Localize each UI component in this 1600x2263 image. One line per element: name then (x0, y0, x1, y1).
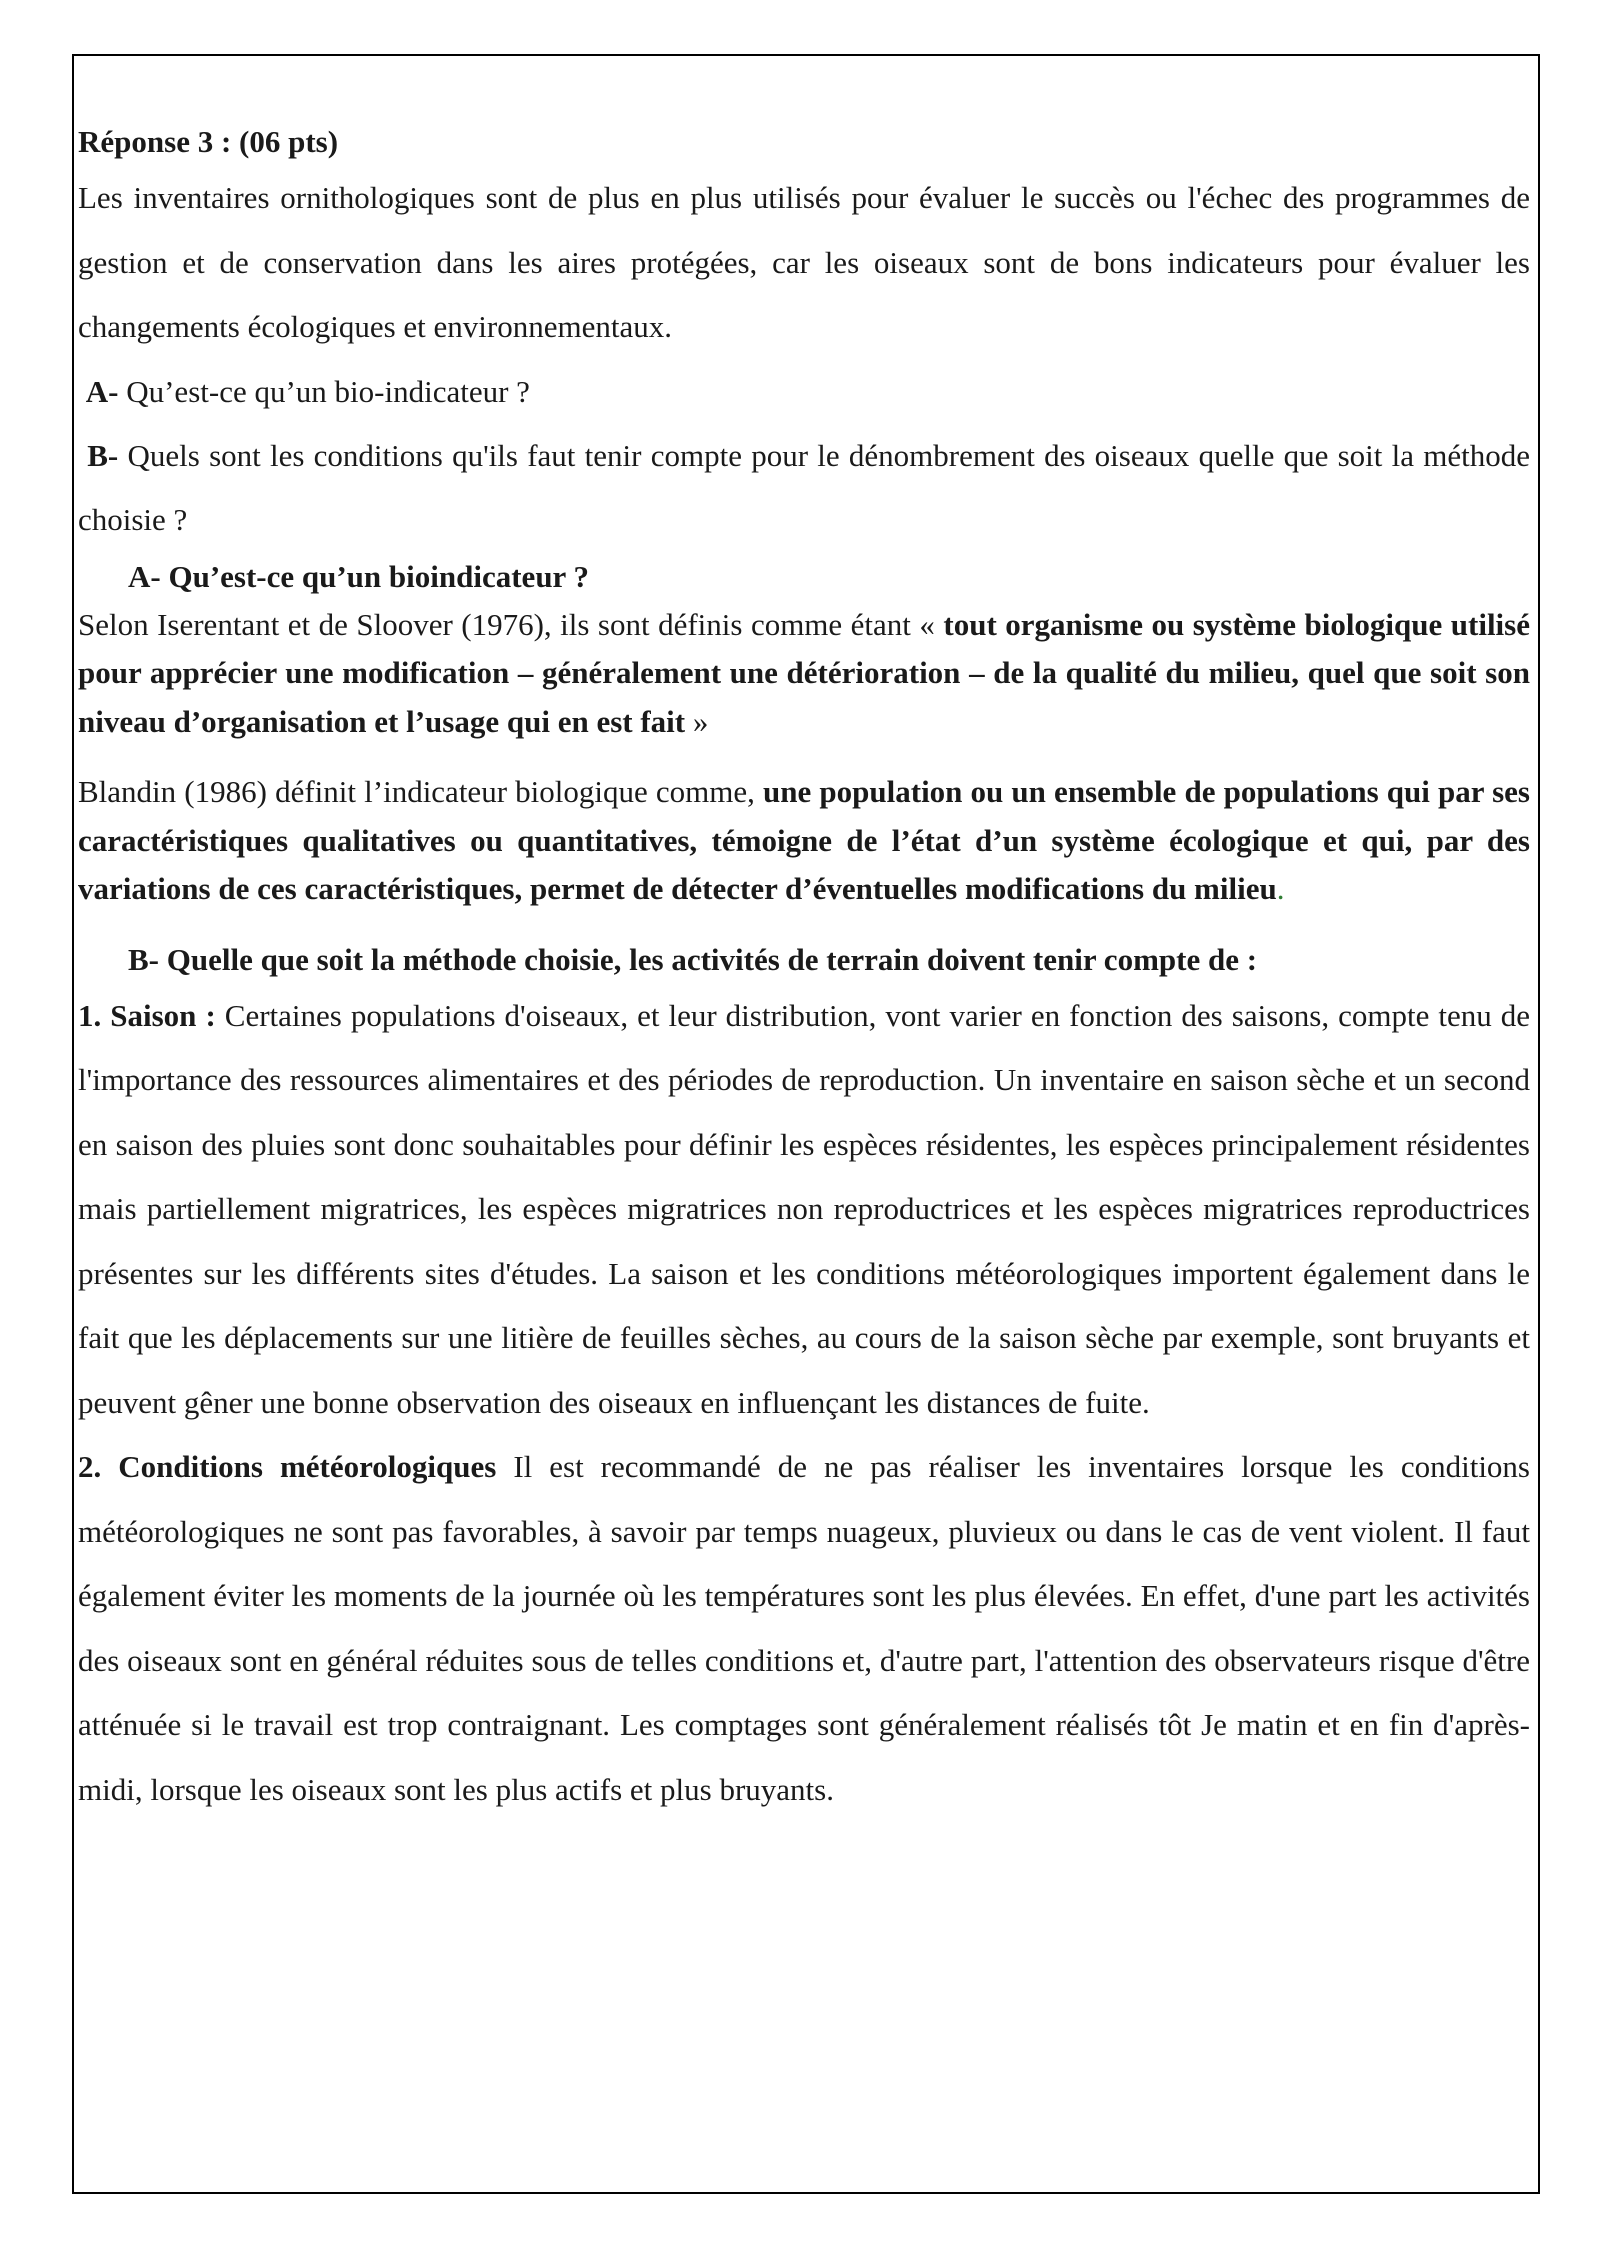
definition-1-lead: Selon Iserentant et de Sloover (1976), ils sont définis comme étant « (78, 606, 944, 642)
question-b-label: B- (87, 437, 119, 473)
definition-2-tail: . (1276, 871, 1285, 906)
question-a-text: Qu’est-ce qu’un bio-indicateur ? (118, 373, 530, 409)
question-b-text: Quels sont les conditions qu'ils faut tenir compte pour le dénombrement des oiseaux quelle que soit la méthode choisie ? (78, 437, 1530, 537)
answer-a-definition-2 (78, 768, 1530, 914)
intro-paragraph: Les inventaires ornithologiques sont de plus en plus utilisés pour évaluer le succès ou l'échec des programmes de gestion et de conservation dans les aires protégées, car les oiseaux sont de bons indicateurs pour évaluer les changements écologiques et environnementaux. (78, 180, 1530, 344)
item-season-text: Certaines populations d'oiseaux, et leur distribution, vont varier en fonction des saisons, compte tenu de l'importance des ressources alimentaires et des périodes de reproduction. Un inventaire en saison sèche et un second en saison des pluies sont donc souhaitables pour définir les espèces résidentes, les espèces principalement résidentes mais partiellement migratrices, les espèces migratrices non reproductrices et les espèces migratrices reproductrices présentes sur les différents sites d'études. La saison et les conditions météorologiques importent également dans le fait que les déplacements sur une litière de feuilles sèches, au cours de la saison sèche par exemple, sont bruyants et peuvent gêner une bonne observation des oiseaux en influençant les distances de fuite. (78, 997, 1530, 1420)
item-season-label: 1. Saison : (78, 997, 216, 1033)
definition-1-bold: tout organisme ou système biologique utilisé pour apprécier une modification – généralement une détérioration – de la qualité du milieu, quel que soit son niveau d’organisation et l’usage qui en est fait (78, 606, 1530, 739)
answer-a-heading: A- Qu’est-ce qu’un bioindicateur ? (128, 558, 590, 594)
question-a-label: A- (85, 373, 119, 409)
definition-2-lead: Blandin (1986) définit l’indicateur biologique comme, (78, 774, 764, 809)
item-weather-text: Il est recommandé de ne pas réaliser les inventaires lorsque les conditions météorologiques ne sont pas favorables, à savoir par temps nuageux, pluvieux ou dans le cas de vent violent. Il faut également éviter les moments de la journée où les températures sont les plus élevées. En effet, d'une part les activités des oiseaux sont en général réduites sous de telles conditions et, d'autre part, l'attention des observateurs risque d'être atténuée si le travail est trop contraignant. Les comptages sont généralement réalisés tôt Je matin et en fin d'après-midi, lorsque les oiseaux sont les plus actifs et plus bruyants. (78, 1449, 1530, 1807)
definition-2-bold: une population ou un ensemble de populations qui par ses caractéristiques qualitatives ou quantitatives, témoigne de l’état d’un système écologique et qui, par des variations de ces caractéristiques, permet de détecter d’éventuelles modifications du milieu (78, 774, 1530, 906)
definition-1-tail: » (685, 703, 709, 739)
answer-b-item-season (78, 984, 1530, 1436)
answer-b-heading: B- Quelle que soit la méthode choisie, les activités de terrain doivent tenir compte de : (128, 941, 1258, 977)
answer-b-item-weather (78, 1435, 1530, 1822)
answer-a-definition-1 (78, 601, 1530, 747)
question-b (78, 424, 1530, 552)
question-a (78, 360, 1530, 424)
section-title: Réponse 3 : (06 pts) (78, 124, 339, 159)
item-weather-label: 2. Conditions météorologiques (78, 1449, 497, 1484)
document-frame (72, 54, 1540, 2194)
